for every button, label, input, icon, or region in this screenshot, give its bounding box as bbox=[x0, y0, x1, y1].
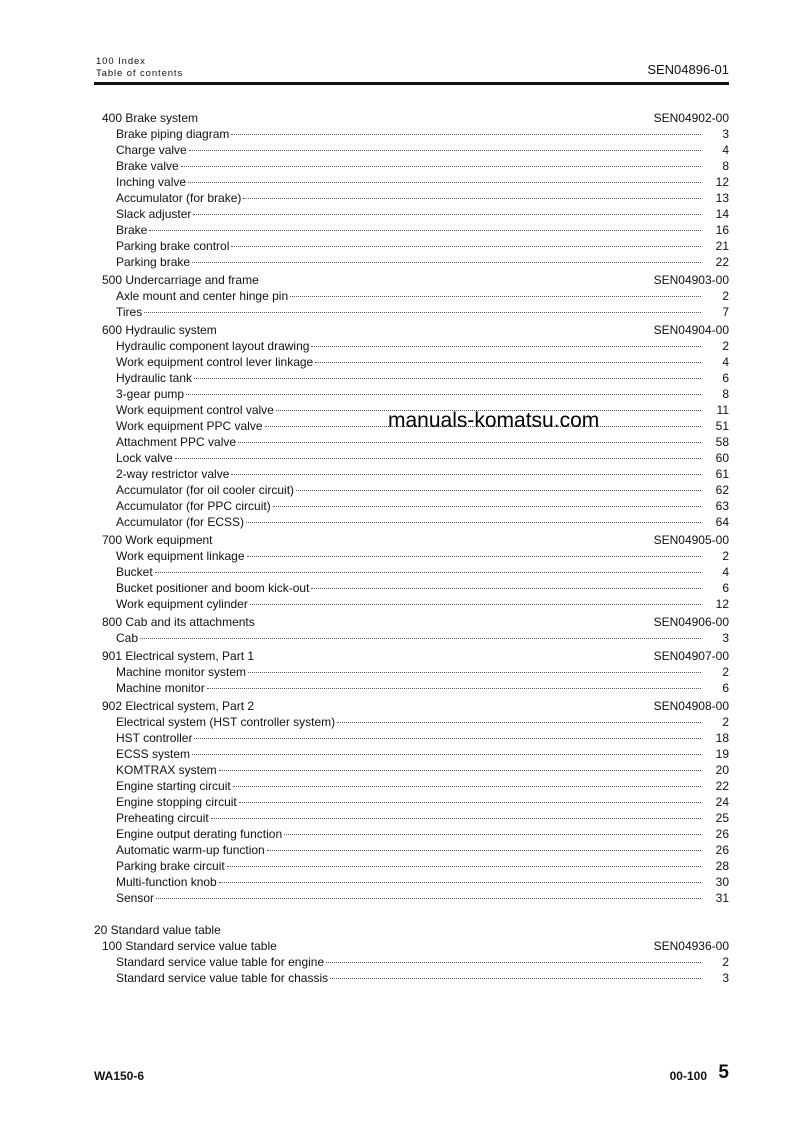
dot-leader bbox=[290, 296, 701, 297]
footer-code: 00-100 bbox=[669, 1069, 707, 1083]
toc-entry-page: 12 bbox=[715, 597, 729, 611]
dot-leader bbox=[227, 866, 701, 867]
toc-entry[interactable] bbox=[94, 762, 729, 778]
toc-entry[interactable] bbox=[94, 370, 729, 386]
toc-entry-title: Brake valve bbox=[116, 159, 179, 173]
section-heading bbox=[94, 110, 729, 126]
toc-entry-title: Multi-function knob bbox=[116, 875, 217, 889]
dot-leader bbox=[219, 770, 701, 771]
toc-entry-page: 31 bbox=[715, 891, 729, 905]
toc-entry-page: 2 bbox=[722, 715, 729, 729]
toc-entry[interactable] bbox=[94, 386, 729, 402]
toc-entry-title: Engine output derating function bbox=[116, 827, 283, 841]
dot-leader bbox=[243, 198, 701, 199]
toc-entry[interactable] bbox=[94, 810, 729, 826]
toc-entry-page: 2 bbox=[722, 955, 729, 969]
toc-entry-page: 51 bbox=[715, 419, 729, 433]
toc-entry-title: Electrical system (HST controller system) bbox=[116, 715, 336, 729]
section-code: SEN04936-00 bbox=[653, 939, 729, 953]
section-heading bbox=[94, 322, 729, 338]
toc-entry-page: 7 bbox=[722, 305, 729, 319]
toc-entry[interactable] bbox=[94, 858, 729, 874]
table-of-contents bbox=[94, 110, 729, 986]
toc-entry[interactable] bbox=[94, 206, 729, 222]
toc-entry-title: Machine monitor system bbox=[116, 665, 247, 679]
header-doc-code: SEN04896-01 bbox=[647, 62, 729, 77]
toc-entry[interactable] bbox=[94, 596, 729, 612]
dot-leader bbox=[296, 490, 701, 491]
toc-entry-page: 3 bbox=[722, 971, 729, 985]
toc-entry[interactable] bbox=[94, 354, 729, 370]
section-title: 800 Cab and its attachments bbox=[102, 615, 255, 629]
section-title: 901 Electrical system, Part 1 bbox=[102, 649, 255, 663]
toc-entry[interactable] bbox=[94, 222, 729, 238]
section-heading bbox=[94, 272, 729, 288]
toc-entry-title: Slack adjuster bbox=[116, 207, 192, 221]
section-code: SEN04903-00 bbox=[653, 273, 729, 287]
toc-entry-title: 2-way restrictor valve bbox=[116, 467, 230, 481]
toc-entry-page: 21 bbox=[715, 239, 729, 253]
toc-entry-page: 18 bbox=[715, 731, 729, 745]
toc-entry[interactable] bbox=[94, 630, 729, 646]
toc-entry[interactable] bbox=[94, 746, 729, 762]
header-line-1: 100 Index bbox=[96, 56, 146, 67]
toc-entry-page: 4 bbox=[722, 565, 729, 579]
toc-entry-title: Accumulator (for oil cooler circuit) bbox=[116, 483, 295, 497]
toc-entry-page: 22 bbox=[715, 779, 729, 793]
toc-entry-title: Work equipment PPC valve bbox=[116, 419, 263, 433]
footer-page-number: 5 bbox=[718, 1062, 729, 1083]
section-code: SEN04905-00 bbox=[653, 533, 729, 547]
toc-entry-page: 6 bbox=[722, 581, 729, 595]
dot-leader bbox=[248, 672, 701, 673]
dot-leader bbox=[267, 850, 701, 851]
toc-entry-title: Hydraulic component layout drawing bbox=[116, 339, 310, 353]
toc-entry[interactable] bbox=[94, 874, 729, 890]
dot-leader bbox=[233, 786, 701, 787]
toc-entry-page: 24 bbox=[715, 795, 729, 809]
toc-entry-title: Accumulator (for PPC circuit) bbox=[116, 499, 271, 513]
dot-leader bbox=[250, 604, 701, 605]
toc-entry[interactable] bbox=[94, 338, 729, 354]
section-title: 500 Undercarriage and frame bbox=[102, 273, 259, 287]
toc-entry-title: Brake bbox=[116, 223, 148, 237]
toc-entry-title: Accumulator (for brake) bbox=[116, 191, 242, 205]
toc-entry-page: 2 bbox=[722, 289, 729, 303]
toc-entry-title: Standard service value table for engine bbox=[116, 955, 325, 969]
toc-entry-title: Work equipment cylinder bbox=[116, 597, 248, 611]
toc-entry-title: Engine stopping circuit bbox=[116, 795, 237, 809]
toc-entry-page: 19 bbox=[715, 747, 729, 761]
toc-entry-page: 8 bbox=[722, 387, 729, 401]
toc-entry-title: Cab bbox=[116, 631, 139, 645]
dot-leader bbox=[193, 214, 701, 215]
toc-entry-page: 30 bbox=[715, 875, 729, 889]
section-heading bbox=[94, 698, 729, 714]
toc-entry-title: ECSS system bbox=[116, 747, 191, 761]
toc-entry-page: 12 bbox=[715, 175, 729, 189]
toc-entry-page: 2 bbox=[722, 549, 729, 563]
toc-entry-title: Axle mount and center hinge pin bbox=[116, 289, 289, 303]
toc-entry[interactable] bbox=[94, 482, 729, 498]
dot-leader bbox=[186, 394, 701, 395]
toc-entry-page: 6 bbox=[722, 371, 729, 385]
dot-leader bbox=[175, 458, 701, 459]
toc-entry-page: 25 bbox=[715, 811, 729, 825]
toc-entry-title: Charge valve bbox=[116, 143, 187, 157]
dot-leader bbox=[315, 362, 701, 363]
section-heading bbox=[94, 614, 729, 630]
toc-entry-title: Preheating circuit bbox=[116, 811, 209, 825]
toc-entry-title: Parking brake control bbox=[116, 239, 230, 253]
toc-entry-page: 2 bbox=[722, 339, 729, 353]
toc-entry-title: Inching valve bbox=[116, 175, 187, 189]
toc-entry[interactable] bbox=[94, 158, 729, 174]
section-heading bbox=[94, 532, 729, 548]
toc-entry-title: Automatic warm-up function bbox=[116, 843, 265, 857]
toc-entry-title: Engine starting circuit bbox=[116, 779, 231, 793]
dot-leader bbox=[156, 898, 701, 899]
toc-entry-title: Work equipment control lever linkage bbox=[116, 355, 314, 369]
dot-leader bbox=[330, 978, 701, 979]
dot-leader bbox=[311, 588, 701, 589]
toc-entry-page: 26 bbox=[715, 827, 729, 841]
dot-leader bbox=[189, 150, 701, 151]
toc-entry-page: 4 bbox=[722, 143, 729, 157]
toc-entry-title: Machine monitor bbox=[116, 681, 205, 695]
dot-leader bbox=[140, 638, 701, 639]
dot-leader bbox=[238, 442, 701, 443]
section-title: 600 Hydraulic system bbox=[102, 323, 217, 337]
dot-leader bbox=[144, 312, 701, 313]
dot-leader bbox=[188, 182, 701, 183]
toc-entry-page: 60 bbox=[715, 451, 729, 465]
toc-entry[interactable] bbox=[94, 714, 729, 730]
toc-entry-page: 11 bbox=[716, 403, 729, 417]
toc-entry-title: Parking brake bbox=[116, 255, 191, 269]
chapter-heading: 20 Standard value table bbox=[94, 923, 221, 937]
toc-entry[interactable] bbox=[94, 126, 729, 142]
dot-leader bbox=[192, 262, 701, 263]
toc-entry-title: 3-gear pump bbox=[116, 387, 185, 401]
toc-entry[interactable] bbox=[94, 970, 729, 986]
dot-leader bbox=[192, 754, 701, 755]
toc-entry-page: 3 bbox=[722, 631, 729, 645]
dot-leader bbox=[231, 134, 701, 135]
toc-entry-page: 4 bbox=[722, 355, 729, 369]
toc-entry-title: Sensor bbox=[116, 891, 155, 905]
toc-entry-page: 3 bbox=[722, 127, 729, 141]
toc-entry[interactable] bbox=[94, 254, 729, 270]
toc-entry-title: KOMTRAX system bbox=[116, 763, 217, 777]
section-code: SEN04904-00 bbox=[653, 323, 729, 337]
toc-entry-page: 20 bbox=[715, 763, 729, 777]
toc-entry[interactable] bbox=[94, 142, 729, 158]
section-heading bbox=[94, 648, 729, 664]
toc-entry[interactable] bbox=[94, 778, 729, 794]
dot-leader bbox=[194, 378, 701, 379]
toc-entry-title: HST controller bbox=[116, 731, 193, 745]
dot-leader bbox=[194, 738, 701, 739]
toc-entry-page: 64 bbox=[715, 515, 729, 529]
dot-leader bbox=[155, 572, 701, 573]
section-title: 400 Brake system bbox=[102, 111, 199, 125]
toc-entry[interactable] bbox=[94, 288, 729, 304]
toc-entry[interactable] bbox=[94, 842, 729, 858]
toc-entry-page: 14 bbox=[715, 207, 729, 221]
toc-entry[interactable] bbox=[94, 498, 729, 514]
toc-entry-title: Attachment PPC valve bbox=[116, 435, 237, 449]
header-divider bbox=[94, 82, 729, 85]
toc-entry-page: 16 bbox=[715, 223, 729, 237]
toc-entry[interactable] bbox=[94, 794, 729, 810]
toc-entry-title: Hydraulic tank bbox=[116, 371, 193, 385]
section-heading bbox=[94, 938, 729, 954]
section-code: SEN04908-00 bbox=[653, 699, 729, 713]
toc-entry-page: 63 bbox=[715, 499, 729, 513]
section-title: 700 Work equipment bbox=[102, 533, 213, 547]
dot-leader bbox=[239, 802, 701, 803]
toc-entry[interactable] bbox=[94, 826, 729, 842]
toc-entry-page: 6 bbox=[722, 681, 729, 695]
toc-entry-page: 2 bbox=[722, 665, 729, 679]
toc-entry-page: 62 bbox=[715, 483, 729, 497]
toc-entry[interactable] bbox=[94, 514, 729, 530]
section-code: SEN04902-00 bbox=[653, 111, 729, 125]
toc-entry-page: 22 bbox=[715, 255, 729, 269]
toc-entry[interactable] bbox=[94, 564, 729, 580]
dot-leader bbox=[231, 474, 701, 475]
header-titles bbox=[96, 56, 183, 80]
dot-leader bbox=[326, 962, 701, 963]
dot-leader bbox=[219, 882, 701, 883]
section-title: 100 Standard service value table bbox=[102, 939, 277, 953]
toc-entry[interactable] bbox=[94, 174, 729, 190]
toc-entry-page: 8 bbox=[722, 159, 729, 173]
footer-model: WA150-6 bbox=[94, 1069, 145, 1083]
toc-entry-title: Parking brake circuit bbox=[116, 859, 225, 873]
dot-leader bbox=[311, 346, 701, 347]
dot-leader bbox=[273, 506, 701, 507]
toc-entry[interactable] bbox=[94, 466, 729, 482]
dot-leader bbox=[149, 230, 701, 231]
toc-entry[interactable] bbox=[94, 664, 729, 680]
toc-entry[interactable] bbox=[94, 890, 729, 906]
toc-entry[interactable] bbox=[94, 680, 729, 696]
dot-leader bbox=[337, 722, 701, 723]
dot-leader bbox=[211, 818, 701, 819]
dot-leader bbox=[284, 834, 701, 835]
toc-entry-page: 13 bbox=[715, 191, 729, 205]
toc-entry-title: Tires bbox=[116, 305, 143, 319]
toc-entry-title: Accumulator (for ECSS) bbox=[116, 515, 245, 529]
header-line-2: Table of contents bbox=[96, 68, 184, 79]
toc-entry[interactable] bbox=[94, 548, 729, 564]
dot-leader bbox=[207, 688, 701, 689]
toc-entry-title: Work equipment linkage bbox=[116, 549, 245, 563]
toc-entry-title: Lock valve bbox=[116, 451, 173, 465]
toc-entry[interactable] bbox=[94, 190, 729, 206]
toc-entry[interactable] bbox=[94, 580, 729, 596]
watermark: manuals-komatsu.com bbox=[388, 409, 600, 432]
toc-entry-title: Bucket positioner and boom kick-out bbox=[116, 581, 310, 595]
toc-entry[interactable] bbox=[94, 954, 729, 970]
toc-entry[interactable] bbox=[94, 730, 729, 746]
toc-entry[interactable] bbox=[94, 434, 729, 450]
toc-entry[interactable] bbox=[94, 450, 729, 466]
dot-leader bbox=[231, 246, 701, 247]
toc-entry-page: 26 bbox=[715, 843, 729, 857]
section-title: 902 Electrical system, Part 2 bbox=[102, 699, 255, 713]
toc-entry-page: 28 bbox=[715, 859, 729, 873]
toc-entry-title: Standard service value table for chassis bbox=[116, 971, 329, 985]
dot-leader bbox=[246, 522, 701, 523]
dot-leader bbox=[181, 166, 701, 167]
toc-entry-page: 61 bbox=[715, 467, 729, 481]
section-code: SEN04906-00 bbox=[653, 615, 729, 629]
toc-entry[interactable] bbox=[94, 304, 729, 320]
toc-entry-title: Work equipment control valve bbox=[116, 403, 274, 417]
toc-entry[interactable] bbox=[94, 238, 729, 254]
section-code: SEN04907-00 bbox=[653, 649, 729, 663]
toc-entry-title: Bucket bbox=[116, 565, 153, 579]
toc-entry-title: Brake piping diagram bbox=[116, 127, 230, 141]
dot-leader bbox=[247, 556, 701, 557]
toc-entry-page: 58 bbox=[715, 435, 729, 449]
